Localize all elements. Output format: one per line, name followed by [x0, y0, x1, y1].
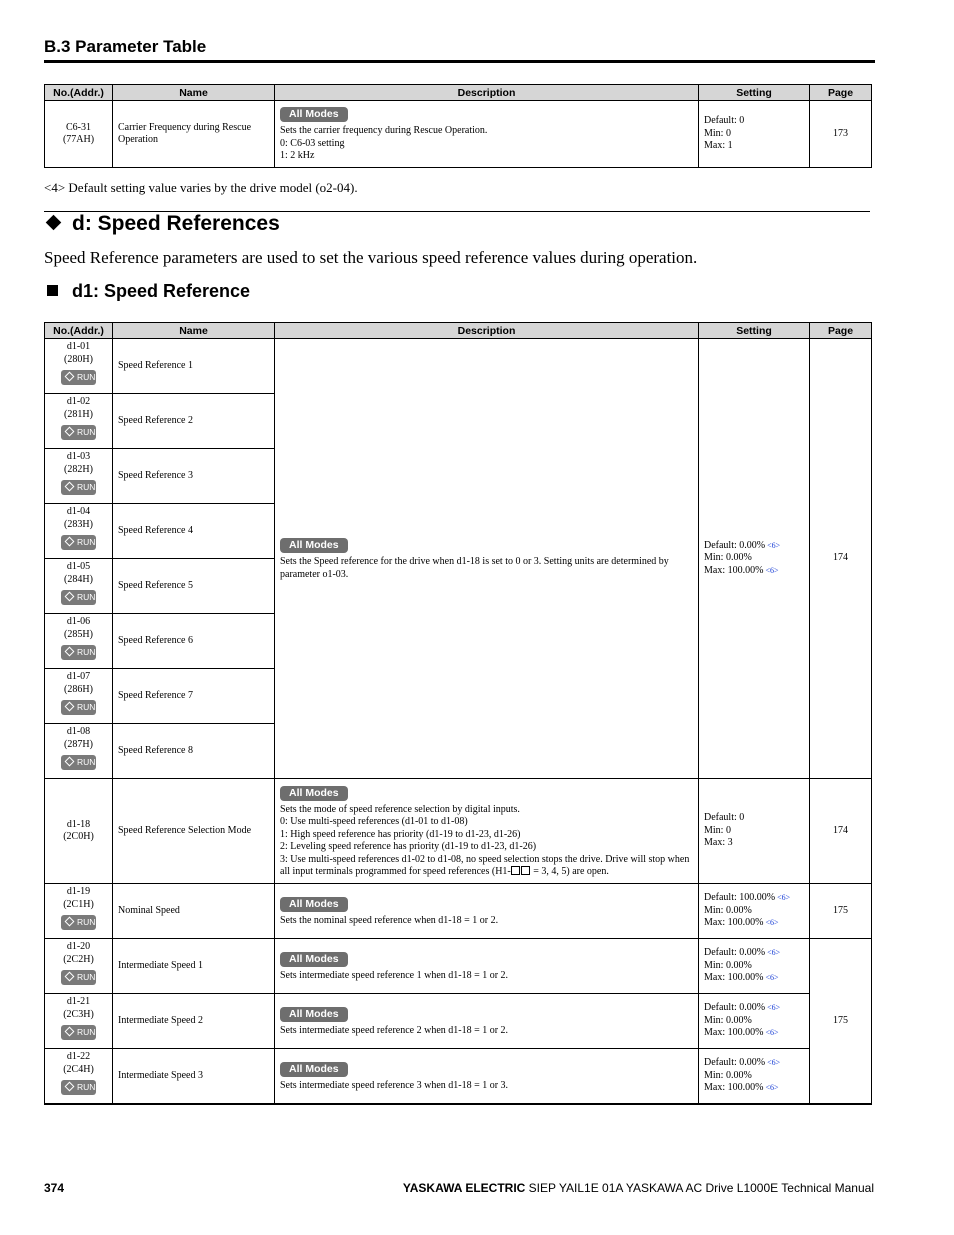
ref-link[interactable]: <6> [765, 918, 779, 928]
param-code: d1-02 [66, 396, 91, 407]
run-label: RUN [77, 972, 96, 982]
footer-doc-title [403, 1181, 874, 1195]
param-description [275, 884, 699, 939]
setting-min: Min: 0.00% [704, 1069, 752, 1081]
run-label: RUN [77, 482, 96, 492]
param-code: d1-18 [66, 818, 91, 830]
run-label: RUN [77, 372, 96, 382]
param-name: Speed Reference Selection Mode [113, 779, 275, 884]
desc-line: Sets the mode of speed reference selection by digital inputs. [280, 803, 520, 815]
run-diamond-icon [65, 537, 75, 547]
setting-max: Max: 3 [704, 837, 733, 849]
param-no [45, 394, 113, 449]
param-addr: (282H) [64, 463, 93, 475]
setting-default: Default: 0.00% <6> [704, 1002, 781, 1014]
param-addr: (280H) [64, 353, 93, 365]
run-label: RUN [77, 427, 96, 437]
table-row [45, 994, 872, 1049]
run-diamond-icon [65, 647, 75, 657]
run-label: RUN [77, 1082, 96, 1092]
param-description [275, 939, 699, 994]
desc-line: 2: Leveling speed reference has priority (d1-19 to d1-23, d1-26) [280, 841, 537, 852]
run-icon [61, 1025, 96, 1040]
param-name: Speed Reference 8 [113, 724, 275, 779]
run-diamond-icon [65, 1027, 75, 1037]
param-description [275, 339, 699, 779]
param-code: d1-07 [66, 671, 91, 682]
run-diamond-icon [65, 757, 75, 767]
run-label: RUN [77, 592, 96, 602]
subheading-text: d1: Speed Reference [72, 281, 251, 301]
setting-min: Min: 0.00% [704, 1014, 752, 1026]
param-addr: (283H) [64, 518, 93, 530]
param-addr: (286H) [64, 683, 93, 695]
all-modes-badge: All Modes [280, 1062, 348, 1077]
param-addr: (2C3H) [63, 1008, 94, 1020]
param-name: Speed Reference 5 [113, 559, 275, 614]
param-addr: (281H) [64, 408, 93, 420]
param-no [45, 614, 113, 669]
table-row [45, 101, 872, 168]
desc-line: Sets intermediate speed reference 1 when d1-18 = 1 or 2. [280, 969, 509, 981]
heading-d1-speed-reference [47, 281, 250, 302]
heading-d-speed-references [46, 212, 280, 236]
run-diamond-icon [65, 972, 75, 982]
desc-line: Sets the nominal speed reference when d1-18 = 1 or 2. [280, 914, 499, 926]
parameter-table-c6 [44, 84, 872, 168]
param-no [45, 994, 113, 1049]
setting-max: Max: 1 [704, 140, 733, 152]
param-no [45, 884, 113, 939]
param-description [275, 994, 699, 1049]
param-no [45, 449, 113, 504]
desc-line: Sets the carrier frequency during Rescue Operation. [280, 125, 488, 137]
footer-brand: YASKAWA ELECTRIC [402, 1181, 526, 1195]
param-addr: (2C0H) [63, 831, 94, 842]
param-name: Nominal Speed [113, 884, 275, 939]
setting-max: Max: 100.00% <6> [704, 917, 779, 929]
col-header-page: Page [810, 85, 872, 101]
param-code: d1-20 [66, 941, 91, 952]
setting-min: Min: 0.00% [704, 552, 752, 564]
setting-default: Default: 0.00% <6> [704, 1057, 781, 1068]
param-name: Speed Reference 2 [113, 394, 275, 449]
param-code: d1-21 [66, 996, 91, 1007]
param-code: d1-03 [66, 451, 91, 462]
param-setting [699, 994, 810, 1049]
setting-min: Min: 0.00% [704, 959, 752, 971]
run-label: RUN [77, 702, 96, 712]
setting-max: Max: 100.00% <6> [704, 972, 779, 984]
param-no [45, 939, 113, 994]
param-setting [699, 1049, 810, 1104]
setting-default: Default: 0 [704, 812, 745, 824]
col-header-setting: Setting [699, 323, 810, 339]
table-row [45, 884, 872, 939]
run-diamond-icon [65, 1082, 75, 1092]
run-diamond-icon [65, 372, 75, 382]
param-code: C6-31 [66, 121, 91, 133]
intro-paragraph: Speed Reference parameters are used to set the various speed reference values during operation. [44, 248, 698, 267]
desc-line: Sets intermediate speed reference 2 when d1-18 = 1 or 2. [280, 1024, 509, 1036]
param-name: Carrier Frequency during Rescue Operation [113, 101, 275, 168]
run-label: RUN [77, 647, 96, 657]
col-header-setting: Setting [699, 85, 810, 101]
param-description [275, 779, 699, 884]
run-diamond-icon [65, 702, 75, 712]
ref-link[interactable]: <6> [767, 1003, 781, 1013]
page-number: 374 [44, 1181, 65, 1195]
param-name: Speed Reference 1 [113, 339, 275, 394]
param-addr: (77AH) [62, 134, 95, 145]
desc-line: 0: C6-03 setting [280, 137, 345, 149]
square-bullet-icon [47, 285, 58, 296]
param-no [45, 101, 113, 168]
col-header-name: Name [113, 85, 275, 101]
run-icon [61, 755, 96, 770]
all-modes-badge: All Modes [280, 786, 348, 801]
param-name: Intermediate Speed 1 [113, 939, 275, 994]
all-modes-badge: All Modes [280, 952, 348, 967]
param-code: d1-01 [66, 341, 91, 352]
run-diamond-icon [65, 482, 75, 492]
param-code: d1-05 [66, 561, 91, 572]
param-name: Intermediate Speed 2 [113, 994, 275, 1049]
param-no [45, 339, 113, 394]
placeholder-box-icon [521, 866, 530, 875]
param-setting [699, 884, 810, 939]
col-header-page: Page [810, 323, 872, 339]
param-code: d1-22 [66, 1051, 91, 1062]
param-no [45, 504, 113, 559]
table-row [45, 339, 872, 394]
run-icon [61, 370, 96, 385]
all-modes-badge: All Modes [280, 107, 348, 122]
ref-link[interactable]: <6> [765, 973, 779, 983]
param-addr: (2C4H) [63, 1063, 94, 1075]
col-header-description: Description [275, 85, 699, 101]
param-addr: (285H) [64, 628, 93, 640]
param-no [45, 724, 113, 779]
run-icon [61, 700, 96, 715]
param-name: Speed Reference 6 [113, 614, 275, 669]
col-header-description: Description [275, 323, 699, 339]
param-code: d1-06 [66, 616, 91, 627]
param-setting [699, 101, 810, 168]
run-icon [61, 590, 96, 605]
col-header-name: Name [113, 323, 275, 339]
run-icon [61, 970, 96, 985]
setting-max: Max: 100.00% <6> [704, 564, 779, 576]
param-no [45, 1049, 113, 1104]
run-label: RUN [77, 757, 96, 767]
table-row [45, 1049, 872, 1104]
param-no [45, 559, 113, 614]
param-addr: (2C1H) [63, 898, 94, 910]
desc-line: 0: Use multi-speed references (d1-01 to d1-08) [280, 816, 468, 827]
parameter-table-d1 [44, 322, 872, 1105]
param-name: Intermediate Speed 3 [113, 1049, 275, 1104]
param-setting [699, 779, 810, 884]
desc-line: 1: High speed reference has priority (d1-19 to d1-23, d1-26) [280, 828, 521, 840]
param-name: Speed Reference 4 [113, 504, 275, 559]
param-addr: (287H) [64, 738, 93, 750]
heading-text: d: Speed References [72, 212, 280, 235]
desc-line: 3: Use multi-speed references d1-02 to d1-08, no speed selection stops the drive. Drive will stop when all input terminals programmed for speed references (H1- = 3, 4, 5) are open. [280, 853, 690, 877]
ref-link[interactable]: <6> [767, 1058, 781, 1067]
param-addr: (2C2H) [63, 953, 94, 965]
desc-line: Sets intermediate speed reference 3 when d1-18 = 1 or 3. [280, 1079, 509, 1091]
run-icon [61, 915, 96, 930]
run-icon [61, 645, 96, 660]
ref-link[interactable]: <6> [777, 893, 791, 903]
run-icon [61, 480, 96, 495]
all-modes-badge: All Modes [280, 897, 348, 912]
ref-link[interactable]: <6> [765, 565, 779, 575]
param-code: d1-19 [66, 886, 91, 897]
run-icon [61, 535, 96, 550]
setting-min: Min: 0 [704, 127, 731, 139]
param-no [45, 669, 113, 724]
setting-max: Max: 100.00% <6> [704, 1027, 779, 1039]
setting-min: Min: 0.00% [704, 904, 752, 916]
setting-max: Max: 100.00% <6> [704, 1082, 779, 1093]
param-description [275, 101, 699, 168]
run-diamond-icon [65, 917, 75, 927]
param-setting [699, 339, 810, 779]
run-label: RUN [77, 537, 96, 547]
run-diamond-icon [65, 427, 75, 437]
setting-default: Default: 100.00% <6> [704, 892, 791, 904]
section-title: B.3 Parameter Table [44, 37, 207, 56]
desc-line: Sets the Speed reference for the drive when d1-18 is set to 0 or 3. Setting units are determined by parameter o1-03. [280, 556, 669, 580]
footer-doc: SIEP YAIL1E 01A YASKAWA AC Drive L1000E Technical Manual [528, 1181, 874, 1195]
table-row [45, 779, 872, 884]
run-label: RUN [77, 1027, 96, 1037]
footnote: <4> Default setting value varies by the drive model (o2-04). [44, 180, 358, 195]
param-addr: (284H) [64, 573, 93, 585]
setting-min: Min: 0 [704, 824, 731, 836]
run-label: RUN [77, 917, 96, 927]
placeholder-box-icon [511, 866, 520, 875]
col-header-no: No.(Addr.) [45, 323, 113, 339]
param-code: d1-08 [66, 726, 91, 737]
param-name: Speed Reference 7 [113, 669, 275, 724]
param-page: 175 [810, 939, 872, 1104]
ref-link[interactable]: <6> [765, 1083, 779, 1092]
run-icon [61, 425, 96, 440]
all-modes-badge: All Modes [280, 1007, 348, 1022]
run-diamond-icon [65, 592, 75, 602]
ref-link[interactable]: <6> [767, 948, 781, 958]
setting-default: Default: 0 [704, 115, 745, 127]
param-page: 174 [810, 779, 872, 884]
desc-line: 1: 2 kHz [280, 150, 315, 162]
ref-link[interactable]: <6> [767, 540, 781, 550]
param-code: d1-04 [66, 506, 91, 517]
run-icon [61, 1080, 96, 1095]
setting-default: Default: 0.00% <6> [704, 947, 781, 959]
section-rule [44, 60, 875, 63]
setting-default: Default: 0.00% <6> [704, 539, 781, 551]
table-row [45, 939, 872, 994]
param-page: 173 [810, 101, 872, 168]
param-no [45, 779, 113, 884]
diamond-bullet-icon [46, 215, 62, 231]
param-description [275, 1049, 699, 1104]
param-setting [699, 939, 810, 994]
all-modes-badge: All Modes [280, 538, 348, 553]
col-header-no: No.(Addr.) [45, 85, 113, 101]
param-name: Speed Reference 3 [113, 449, 275, 504]
param-page: 175 [810, 884, 872, 939]
param-page: 174 [810, 339, 872, 779]
ref-link[interactable]: <6> [765, 1028, 779, 1038]
